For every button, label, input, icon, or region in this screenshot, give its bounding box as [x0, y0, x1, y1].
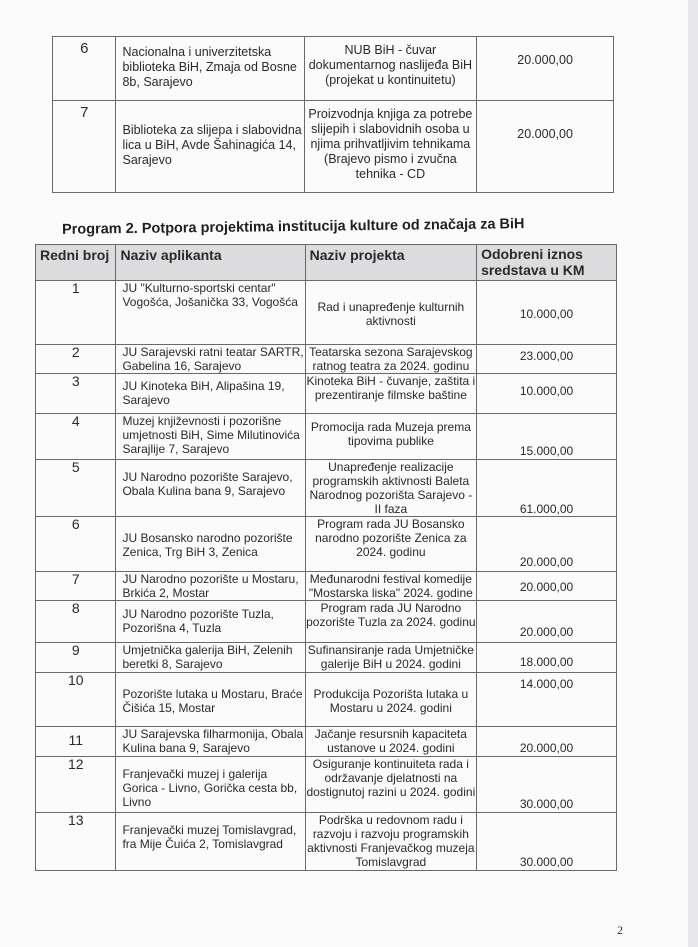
approved-amount: 20.000,00 — [477, 101, 614, 193]
applicant-name: Pozorište lutaka u Mostaru, Braće Čišića 15, Mostar — [116, 673, 305, 727]
applicant-name: JU Sarajevski ratni teatar SARTR, Gabelina 16, Sarajevo — [116, 345, 305, 374]
approved-amount: 20.000,00 — [477, 727, 617, 757]
table-row — [36, 601, 617, 643]
applicant-name: JU Sarajevska filharmonija, Obala Kulina bana 9, Sarajevo — [116, 727, 305, 757]
section-title: Program 2. Potpora projektima institucija kulture od značaja za BiH — [61, 216, 525, 238]
table-header-row — [36, 245, 617, 281]
table-continued — [52, 36, 614, 193]
table-row — [36, 643, 617, 673]
table-row — [36, 374, 617, 414]
program2-table — [35, 244, 617, 871]
approved-amount: 15.000,00 — [477, 414, 617, 460]
project-name: Osiguranje kontinuiteta rada i održavanje djelatnosti na dostignutoj razini u 2024. godini — [305, 757, 476, 813]
applicant-name: JU Bosansko narodno pozorište Zenica, Trg BiH 3, Zenica — [116, 517, 305, 572]
applicant-name: JU Narodno pozorište Tuzla, Pozorišna 4, Tuzla — [116, 601, 305, 643]
row-number: 7 — [36, 572, 116, 601]
row-number: 4 — [36, 414, 116, 460]
table-row — [36, 673, 617, 727]
row-number: 6 — [36, 517, 116, 572]
project-name: Produkcija Pozorišta lutaka u Mostaru u 2024. godini — [305, 673, 476, 727]
approved-amount: 14.000,00 — [477, 673, 617, 727]
row-number: 2 — [36, 345, 116, 374]
project-name: Rad i unapređenje kulturnih aktivnosti — [305, 281, 476, 345]
table-row — [36, 813, 617, 871]
project-name: Kinoteka BiH - čuvanje, zaštita i prezentiranje filmske baštine — [305, 374, 476, 414]
table-row — [53, 101, 614, 193]
row-number: 7 — [53, 101, 116, 193]
applicant-name: Franjevački muzej i galerija Gorica - Livno, Gorička cesta bb, Livno — [116, 757, 305, 813]
header-odobreni-iznos: Odobreni iznos sredstava u KM — [477, 245, 617, 281]
applicant-name: JU Narodno pozorište Sarajevo, Obala Kulina bana 9, Sarajevo — [116, 460, 305, 517]
table-row — [36, 345, 617, 374]
approved-amount: 30.000,00 — [477, 813, 617, 871]
row-number: 3 — [36, 374, 116, 414]
applicant-name: Muzej književnosti i pozorišne umjetnosti BiH, Sime Milutinovića Sarajlije 7, Sarajevo — [116, 414, 305, 460]
project-name: Proizvodnja knjiga za potrebe slijepih i slabovidnih osoba u njima prihvatljivim tehnikama (Brajevo pismo i zvučna tehnika - CD — [304, 101, 477, 193]
scan-edge — [688, 0, 698, 947]
project-name: Promocija rada Muzeja prema tipovima publike — [305, 414, 476, 460]
approved-amount: 23.000,00 — [477, 345, 617, 374]
row-number: 6 — [53, 37, 116, 101]
header-naziv-aplikanta: Naziv aplikanta — [116, 245, 305, 281]
table-row — [53, 37, 614, 101]
project-name: Međunarodni festival komedije "Mostarska liska" 2024. godine — [305, 572, 476, 601]
applicant-name: Nacionalna i univerzitetska biblioteka BiH, Zmaja od Bosne 8b, Sarajevo — [116, 37, 304, 101]
project-name: Unapređenje realizacije programskih aktivnosti Baleta Narodnog pozorišta Sarajevo - II faza — [305, 460, 476, 517]
row-number: 5 — [36, 460, 116, 517]
approved-amount: 10.000,00 — [477, 374, 617, 414]
applicant-name: Umjetnička galerija BiH, Zelenih beretki 8, Sarajevo — [116, 643, 305, 673]
approved-amount: 20.000,00 — [477, 37, 614, 101]
row-number: 12 — [36, 757, 116, 813]
approved-amount: 30.000,00 — [477, 757, 617, 813]
project-name: Sufinansiranje rada Umjetničke galerije BiH u 2024. godini — [305, 643, 476, 673]
table-row — [36, 460, 617, 517]
page-number: 2 — [617, 923, 623, 937]
project-name: Podrška u redovnom radu i razvoju i razvoju programskih aktivnosti Franjevačkog muzeja Tomislavgrad — [307, 813, 475, 869]
approved-amount: 61.000,00 — [477, 460, 617, 517]
row-number: 8 — [36, 601, 116, 643]
project-name: Teatarska sezona Sarajevskog ratnog teatra za 2024. godinu — [305, 345, 476, 374]
header-redni-broj: Redni broj — [36, 245, 116, 281]
table-row — [36, 281, 617, 345]
approved-amount: 10.000,00 — [477, 281, 617, 345]
header-naziv-projekta: Naziv projekta — [305, 245, 476, 281]
project-name: NUB BiH - čuvar dokumentarnog naslijeđa BiH (projekat u kontinuitetu) — [304, 37, 477, 101]
applicant-name: JU Kinoteka BiH, Alipašina 19, Sarajevo — [116, 374, 305, 414]
table-row — [36, 727, 617, 757]
approved-amount: 20.000,00 — [477, 601, 617, 643]
project-name: Jačanje resursnih kapaciteta ustanove u 2024. godini — [305, 727, 476, 757]
approved-amount: 20.000,00 — [477, 572, 617, 601]
project-name: Program rada JU Bosansko narodno pozorište Zenica za 2024. godinu — [305, 517, 476, 572]
applicant-name: Franjevački muzej Tomislavgrad, fra Mije Čuića 2, Tomislavgrad — [116, 813, 305, 871]
row-number: 11 — [36, 727, 116, 757]
table-row — [36, 414, 617, 460]
row-number: 13 — [36, 813, 116, 871]
approved-amount: 18.000,00 — [477, 643, 617, 673]
table-row — [36, 757, 617, 813]
approved-amount: 20.000,00 — [477, 517, 617, 572]
applicant-name: JU Narodno pozorište u Mostaru, Brkića 2, Mostar — [116, 572, 305, 601]
row-number: 9 — [36, 643, 116, 673]
row-number: 1 — [36, 281, 116, 345]
project-name: Program rada JU Narodno pozorište Tuzla za 2024. godinu — [305, 601, 476, 643]
applicant-name: Biblioteka za slijepa i slabovidna lica u BiH, Avde Šahinagića 14, Sarajevo — [116, 101, 304, 193]
table-row — [36, 517, 617, 572]
table-row — [36, 572, 617, 601]
row-number: 10 — [36, 673, 116, 727]
applicant-name: JU "Kulturno-sportski centar" Vogošća, Jošanička 33, Vogošća — [116, 281, 305, 345]
